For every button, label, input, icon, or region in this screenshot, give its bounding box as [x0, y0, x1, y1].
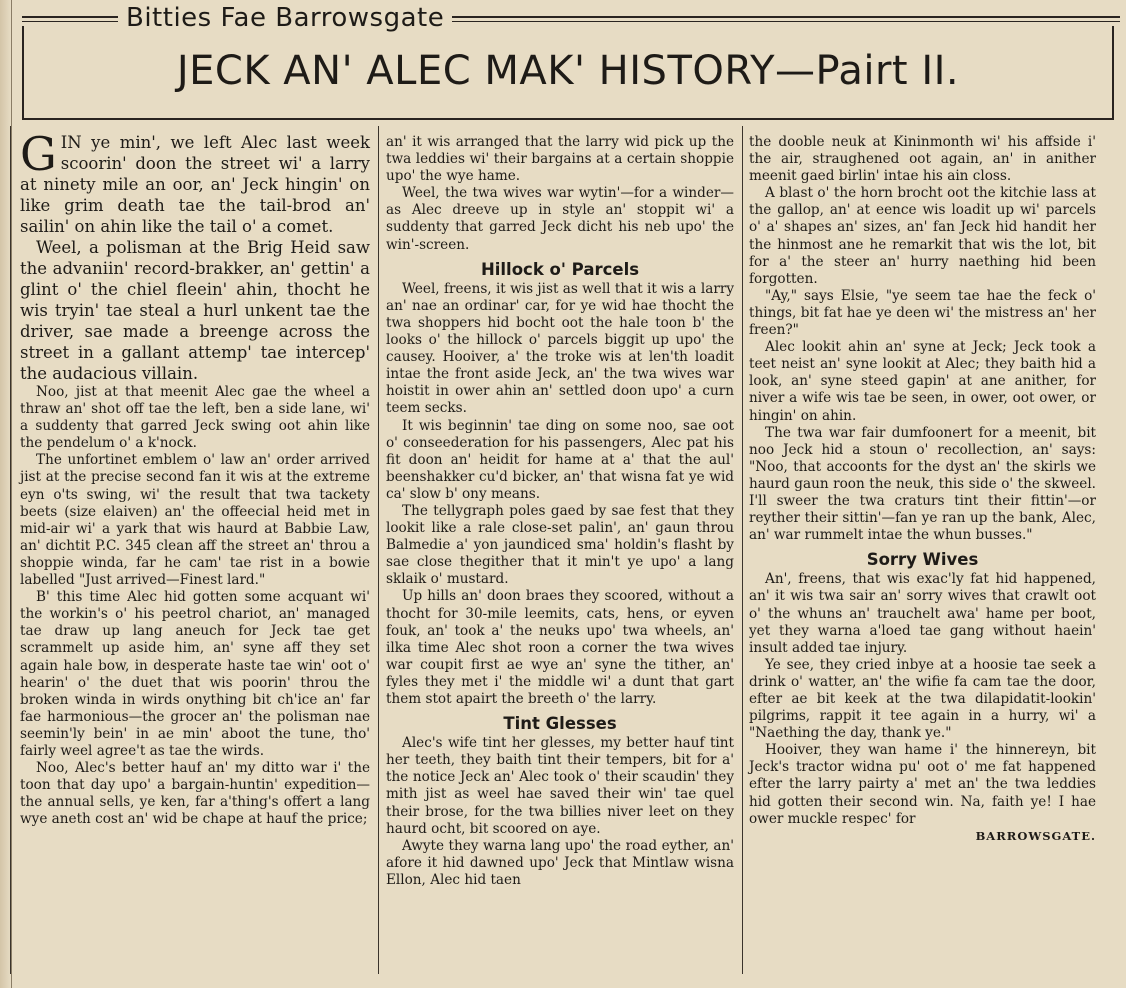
paragraph: The twa war fair dumfoonert for a meenit, bit noo Jeck hid a stoun o' recollection, an' says: "Noo, that accoonts for the dyst an' the skirls we haurd gaun roon the neuk, this side o' the skweel. I'll sweer the twa craturs tint their fittin'—or reyther their sittin'—fan ye ran up the bank, Alec, an' war rummelt intae the whun busses.": [749, 424, 1096, 544]
paragraph: Awyte they warna lang upo' the road eyther, an' afore it hid dawned upo' Jeck that Mintlaw wisna Ellon, Alec hid taen: [386, 837, 734, 888]
column-2: [386, 134, 734, 889]
paragraph: Hooiver, they wan hame i' the hinnereyn, bit Jeck's tractor widna pu' oot o' me fat happened efter the larry pairty a' met an' the twa leddies hid gotten their second win. Na, faith ye! I hae ower muckle respec' for: [749, 742, 1096, 827]
paragraph: An', freens, that wis exac'ly fat hid happened, an' it wis twa sair an' sorry wives that crawlt oot o' the whuns an' trauchelt awa' hame per boot, yet they warna a'loed tae gang without haein' insult added tae injury.: [749, 571, 1096, 656]
byline: BARROWSGATE.: [975, 828, 1096, 843]
paragraph: Weel, freens, it wis jist as well that it wis a larry an' nae an ordinar' car, for ye wid hae thocht the twa shoppers hid bocht oot the hale toon b' the looks o' the hillock o' parcels biggit up upo' the causey. Hooiver, a' the troke wis at len'th loadit intae the front aside Jeck, an' the twa wives war hoistit in ower ahin an' settled doon upo' a curn teem secks.: [386, 280, 734, 417]
paragraph: Weel, a polisman at the Brig Heid saw the advaniin' record-brakker, an' gettin' a glint o' the chiel fleein' ahin, thocht he wis tryin' tae steal a hurl unkent tae the driver, sae made a breenge across the street in a gallant attemp' tae intercep' the audacious villain.: [20, 238, 370, 383]
paragraph: Noo, Alec's better hauf an' my ditto war i' the toon that day upo' a bargain-huntin' expedition—the annual sells, ye ken, far a'thing's offert a lang wye aneth cost an' wid be chape at hauf the price;: [20, 760, 370, 828]
subheading: Hillock o' Parcels: [480, 259, 640, 279]
paragraph: GIN ye min', we left Alec last week scoorin' doon the street wi' a larry at ninety mile an oor, an' Jeck hingin' on like grim death tae the tail-brod an' sailin' on ahin like the tail o' a comet.: [20, 127, 370, 236]
drop-cap: G: [20, 127, 57, 181]
column-rule: [378, 126, 379, 974]
paragraph: "Ay," says Elsie, "ye seem tae hae the feck o' things, bit fat hae ye deen wi' the mistress an' her freen?": [749, 287, 1096, 339]
paragraph: the dooble neuk at Kininmonth wi' his affside i' the air, straughened oot again, an' in anither meenit gaed birlin' intae his ain closs.: [749, 134, 1096, 185]
column-1: [20, 127, 370, 828]
paragraph: The tellygraph poles gaed by sae fest that they lookit like a rale close-set palin', an' gaun throu Balmedie a' yon jaundiced sma' holdin's flasht by sae close thegither that it min't ye upo' a lang sklaik o' mustard.: [386, 502, 734, 588]
paragraph: Alec lookit ahin an' syne at Jeck; Jeck took a teet neist an' syne lookit at Alec; they baith hid a look, an' syne steed gapin' at ane anither, for niver a wife wis tae be seen, in ower, oot ower, or hingin' on ahin.: [749, 339, 1096, 424]
paragraph: A blast o' the horn brocht oot the kitchie lass at the gallop, an' at eence wis loadit up wi' parcels o' a' shapes an' sizes, an' fan Jeck hid handit her the hinmost ane he remarkit that wis the lot, bit for a' the steer an' hurry naething hid been forgotten.: [749, 185, 1096, 287]
subheading: Sorry Wives: [866, 550, 979, 570]
paragraph: Noo, jist at that meenit Alec gae the wheel a thraw an' shot off tae the left, ben a side lane, wi' a suddenty that garred Jeck swing oot ahin like the pendelum o' a k'nock.: [20, 384, 370, 452]
column-rule: [742, 126, 743, 974]
column-3: [749, 134, 1096, 845]
paragraph: Up hills an' doon braes they scoored, without a thocht for 30-mile leemits, cats, hens, or eyven fouk, an' took a' the neuks upo' twa wheels, an' ilka time Alec shot roon a corner the twa wives war coupit first ae wye an' syne the tither, an' fyles they met i' the middle wi' a dunt that gart them stot apairt the breeth o' the larry.: [386, 588, 734, 707]
headline: JECK AN' ALEC MAK' HISTORY—Pairt II.: [176, 48, 960, 94]
subheading: Tint Glesses: [503, 714, 617, 734]
paragraph: It wis beginnin' tae ding on some noo, sae oot o' conseederation for his passengers, Alec pat his fit doon an' heidit for hame at a' that the aul' beenshakker cu'd bicker, an' that wisna fat ye wid ca' slow b' ony means.: [386, 417, 734, 502]
paragraph: an' it wis arranged that the larry wid pick up the twa leddies wi' their bargains at a certain shoppie upo' the wye hame.: [386, 134, 734, 185]
paragraph: Weel, the twa wives war wytin'—for a winder—as Alec dreeve up in style an' stoppit wi' a suddenty that garred Jeck dicht his neb upo' the win'-screen.: [386, 185, 734, 253]
paragraph: The unfortinet emblem o' law an' order arrived jist at the precise second fan it wis at the extreme eyn o'ts swing, wi' the result that twa tackety beets (size elaiven) an' the offeecial heid met in mid-air wi' a yark that wis haurd at Babbie Law, an' dichtit P.C. 345 clean aff the street an' throu a shoppie winda, far he cam' tae rist in a bowie labelled "Just arrived—Finest lard.": [20, 452, 370, 589]
paragraph: Ye see, they cried inbye at a hoosie tae seek a drink o' watter, an' the wifie fa cam tae the door, efter ae bit keek at the twa dilapidatit-lookin' pilgrims, rappit it tee again in a hurry, wi' a "Naething the day, thank ye.": [749, 656, 1096, 742]
headline-box: [22, 26, 1114, 120]
series-kicker: Bitties Fae Barrowsgate: [118, 2, 452, 34]
paragraph: B' this time Alec hid gotten some acquant wi' the workin's o' his peetrol chariot, an' managed tae draw up lang aneuch for Jeck tae get scrammelt up aside him, an' syne aff they set again hale bow, in desperate haste tae win' oot o' hearin' o' the duet that wis poorin' throu the broken winda in wirds onything bit ch'ice an' far fae harmonious—the grocer an' the polisman nae seemin'ly bein' in ae min' aboot the tune, tho' fairly weel agree't as tae the wirds.: [20, 589, 370, 759]
paragraph: Alec's wife tint her glesses, my better hauf tint her teeth, they baith tint their tempers, bit for a' the notice Jeck an' Alec took o' their scaudin' they mith jist as weel hae saved their win' tae quel their brose, for the twa billies niver leet on they haurd ocht, bit scoored on aye.: [386, 735, 734, 837]
column-rule: [10, 126, 11, 974]
